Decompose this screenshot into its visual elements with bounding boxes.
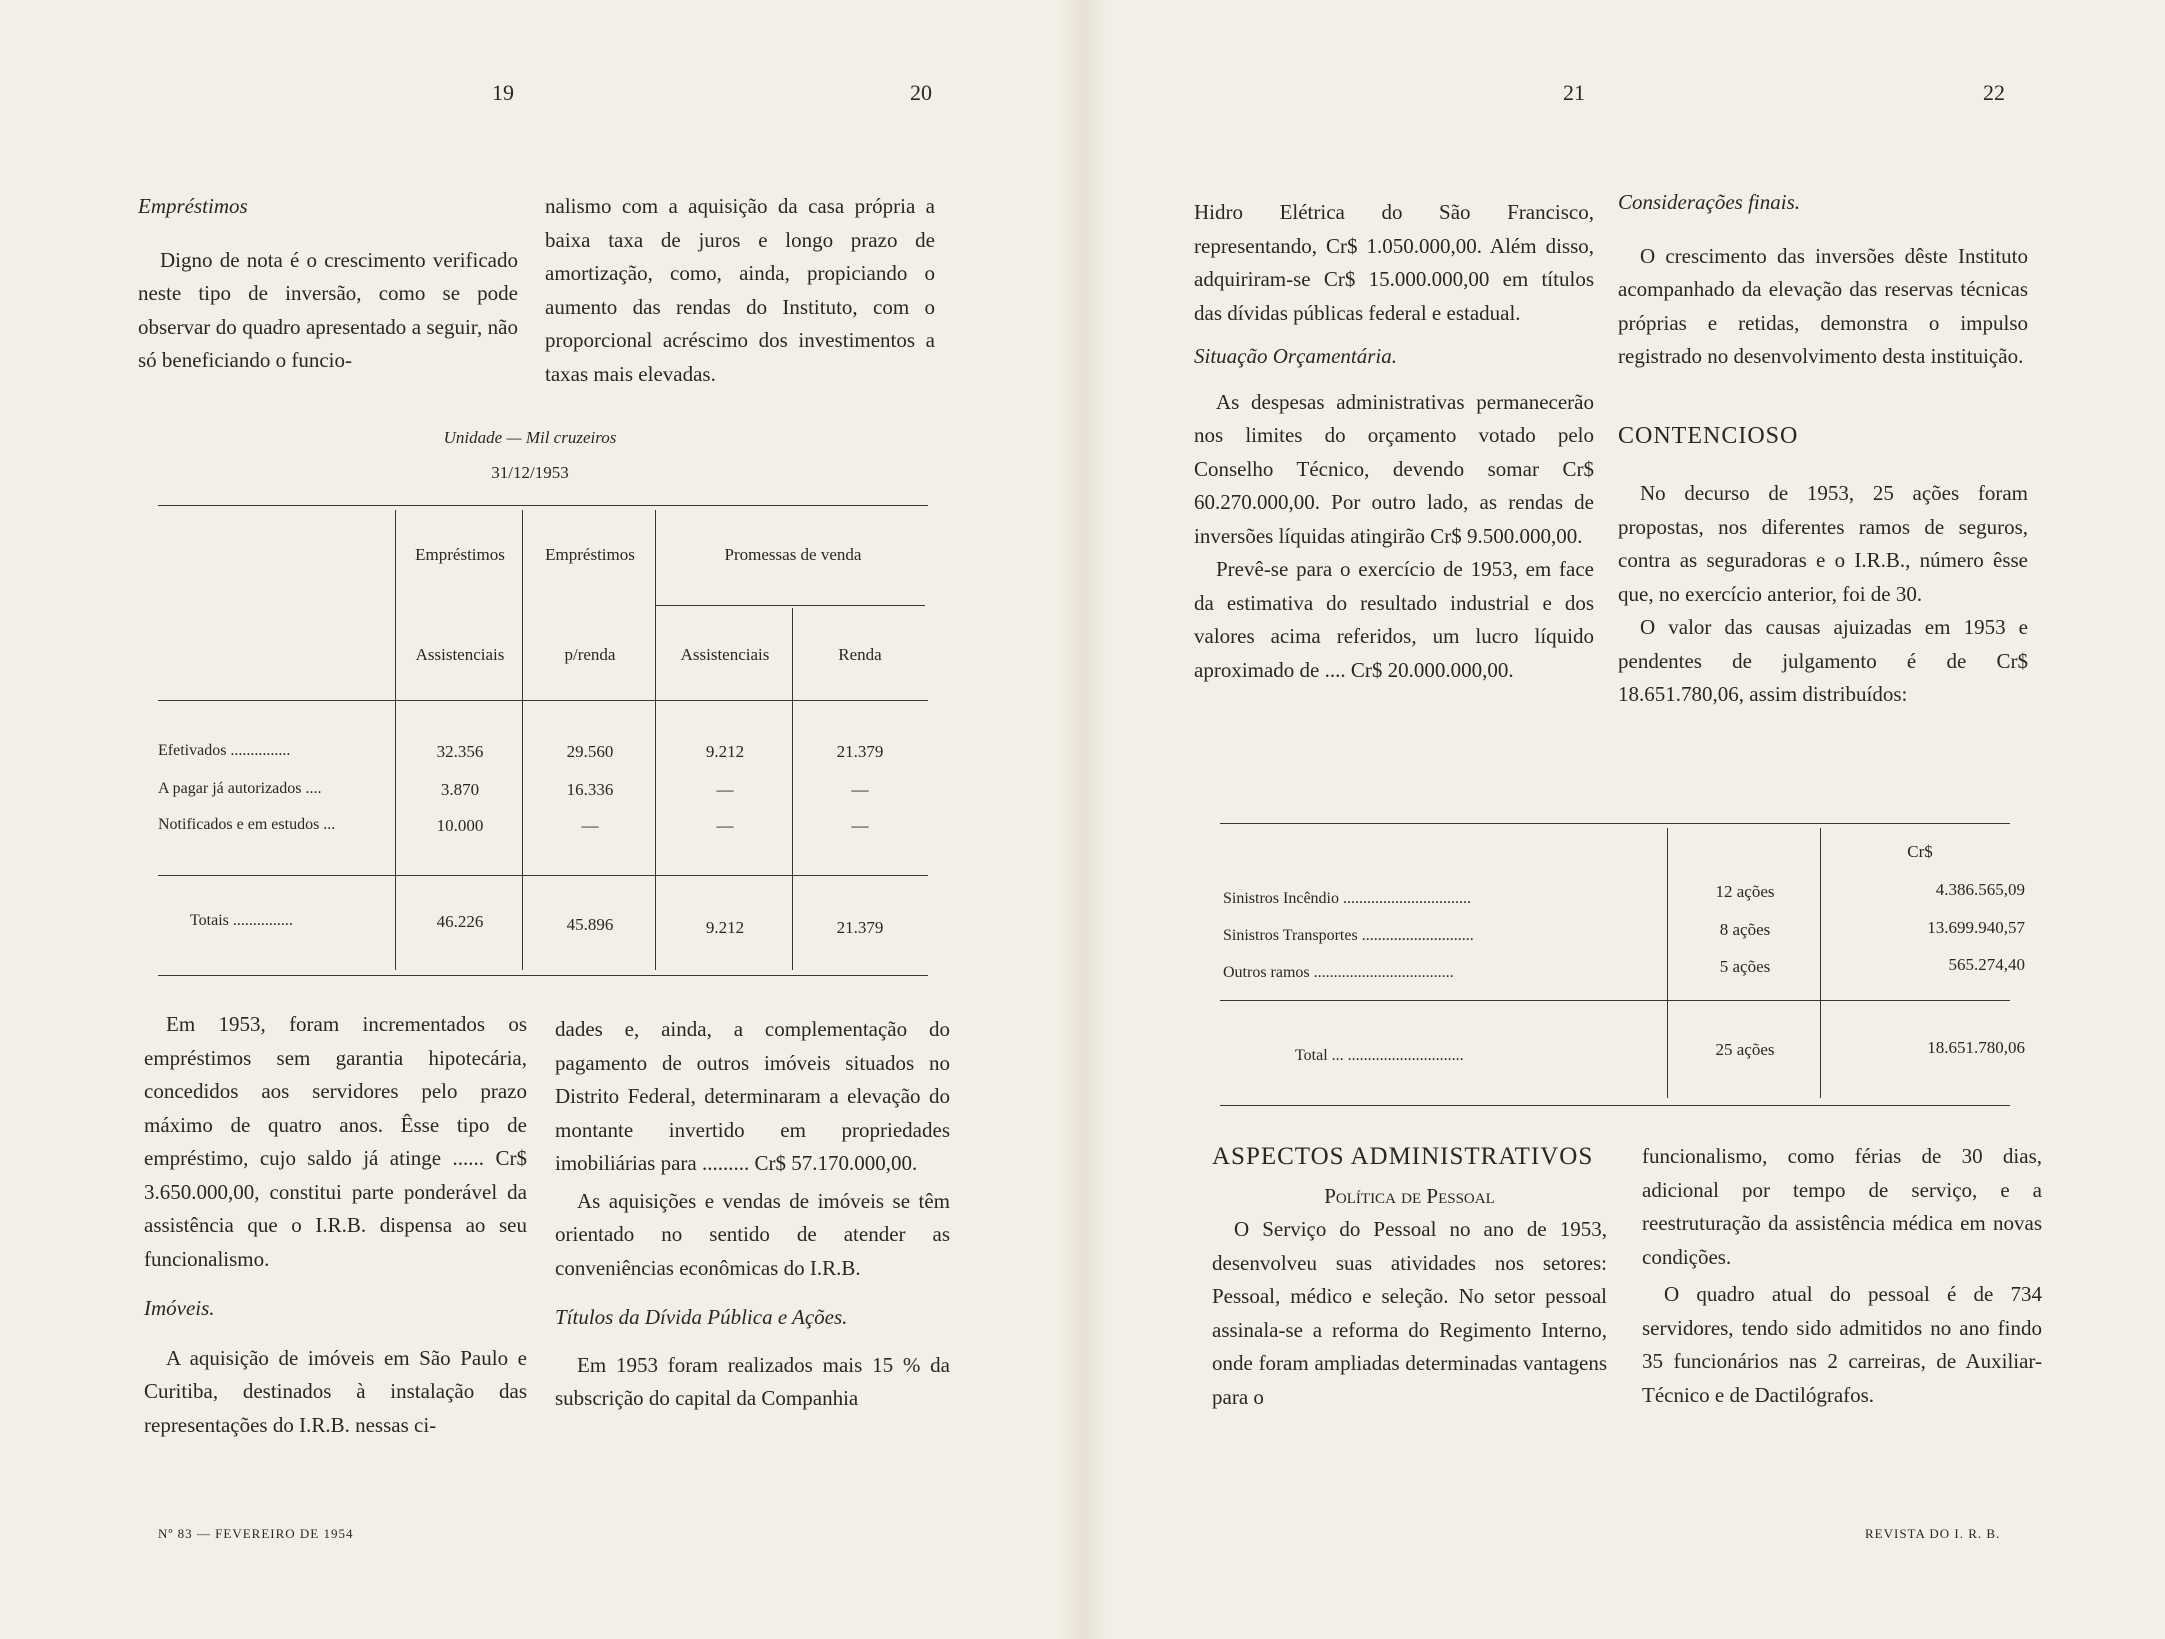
page-number: 22 [1983,80,2005,105]
column-text [1618,186,2028,712]
table-row-label: Outros ramos ................................... [1223,964,1454,981]
page-footer: Nº 83 — FEVEREIRO DE 1954 [158,1526,354,1541]
table-cell: 13.699.940,57 [1927,918,2025,937]
table-cell: — [851,780,869,799]
section-heading: Considerações finais. [1618,190,1800,214]
table-row-label: Efetivados ............... [158,742,291,759]
table-total-label: Total ... ............................. [1295,1047,1464,1064]
page-number: 21 [1563,80,1585,105]
table-cell: 5 ações [1719,957,1771,976]
table-total-cell: 18.651.780,06 [1927,1038,2025,1057]
table-divider [1667,828,1668,1098]
table-cell: 10.000 [436,816,484,835]
section-title: CONTENCIOSO [1618,422,1799,449]
table-cell: — [581,816,599,835]
table-total-cell: 46.226 [436,912,484,931]
page-footer: REVISTA DO I. R. B. [1865,1526,2001,1541]
paragraph: Hidro Elétrica do São Francisco, representando, Cr$ 1.050.000,00. Além disso, adquiriram-se Cr$ 15.000.000,00 em títulos das dívidas públicas federal e estadual. [1194,200,1594,325]
column-header: Assistenciais [680,645,770,664]
table-total-cell: 9.212 [705,918,745,937]
column-text [545,190,935,391]
table-row-label: Sinistros Incêndio ................................ [1223,890,1471,907]
left-page-spread [0,0,1080,1639]
table-cell: — [716,780,734,799]
column-text [1642,1140,2042,1412]
column-header: Cr$ [1907,842,1933,861]
table-total-cell: 25 ações [1715,1040,1775,1059]
column-header: Empréstimos [415,545,505,564]
paragraph: Em 1953 foram realizados mais 15 % da subscrição do capital da Companhia [555,1352,950,1410]
paragraph: funcionalismo, como férias de 30 dias, adicional por tempo de serviço, e a reestruturação da assistência médica em novas condições. [1642,1144,2042,1269]
table-rule [158,505,928,506]
section-heading: Empréstimos [138,194,248,218]
right-page-spread [1080,0,2165,1639]
table-unit-caption: Unidade — Mil cruzeiros [443,428,617,447]
paragraph: Digno de nota é o crescimento verificado neste tipo de inversão, como se pode observar do quadro apresentado a seguir, não só beneficiando o funcio- [138,247,518,372]
page-number: 19 [492,80,514,105]
table-cell: 9.212 [705,742,745,761]
table-rule [158,875,928,876]
column-text [1194,196,1594,687]
subsection-title: Política de Pessoal [1324,1183,1495,1208]
table-total-cell: 21.379 [836,918,884,937]
section-heading: Títulos da Dívida Pública e Ações. [555,1305,848,1329]
paragraph: A aquisição de imóveis em São Paulo e Curitiba, destinados à instalação das representações do I.R.B. nessas ci- [144,1345,527,1437]
column-header: Assistenciais [415,645,505,664]
table-row-label: A pagar já autorizados .... [158,780,322,797]
table-cell: 3.870 [440,780,480,799]
table-rule [158,700,928,701]
table-rule [1220,823,2010,824]
column-text [1212,1140,1607,1414]
paragraph: Prevê-se para o exercício de 1953, em face da estimativa do resultado industrial e dos valores acima referidos, um lucro líquido aproximado de .... Cr$ 20.000.000,00. [1194,557,1594,682]
table-date-caption: 31/12/1953 [491,463,569,482]
column-header: Renda [838,645,882,664]
table-divider [1820,828,1821,1098]
section-title: ASPECTOS ADMINISTRATIVOS [1212,1143,1594,1170]
table-cell: 4.386.565,09 [1935,880,2025,899]
table-cell: — [851,816,869,835]
table-cell: 16.336 [566,780,614,799]
paragraph: O Serviço do Pessoal no ano de 1953, desenvolveu suas atividades nos setores: Pessoal, médico e seleção. No setor pessoal assinala-se a reforma do Regimento Interno, onde foram ampliadas determinadas vantagens para o [1212,1217,1607,1409]
paragraph: O crescimento das inversões dêste Instituto acompanhado da elevação das reservas técnicas próprias e retidas, demonstra o impulso registrado no desenvolvimento desta instituição. [1618,243,2028,368]
table-cell: — [716,816,734,835]
table-total-cell: 45.896 [566,915,614,934]
section-heading: Situação Orçamentária. [1194,344,1397,368]
table-total-label: Totais ............... [190,912,293,929]
column-text [138,190,518,378]
section-heading: Imóveis. [144,1296,215,1320]
paragraph: Em 1953, foram incrementados os empréstimos sem garantia hipotecária, concedidos aos servidores pelo prazo máximo de quatro anos. Êsse tipo de empréstimo, cujo saldo já atinge ...... Cr$ 3.650.000,00, constitui parte ponderável da assistência que o I.R.B. dispensa ao seu funcionalismo. [144,1012,527,1271]
column-header: Promessas de venda [724,545,862,564]
paragraph: No decurso de 1953, 25 ações foram propostas, nos diferentes ramos de seguros, contra as seguradoras e o I.R.B., número êsse que, no exercício anterior, foi de 30. [1618,481,2028,606]
table-row-label: Sinistros Transportes ............................ [1223,927,1474,944]
table-cell: 21.379 [836,742,884,761]
table-cell: 29.560 [566,742,614,761]
table-rule [1220,1000,2010,1001]
table-cell: 32.356 [436,742,484,761]
table-cell: 565.274,40 [1948,955,2025,974]
paragraph: As despesas administrativas permanecerão nos limites do orçamento votado pelo Conselho Técnico, devendo somar Cr$ 60.270.000,00. Por outro lado, as rendas de inversões líquidas atingirão Cr$ 9.500.000,00. [1194,389,1594,548]
table-divider [655,510,656,970]
column-header: p/renda [564,645,616,664]
table-row-label: Notificados e em estudos ... [158,816,336,833]
table-divider [792,608,793,970]
paragraph: O quadro atual do pessoal é de 734 servidores, tendo sido admitidos no ano findo 35 funcionários nas 2 carreiras, de Auxiliar-Técnico e de Dactilógrafos. [1642,1282,2042,1407]
paragraph: nalismo com a aquisição da casa própria a baixa taxa de juros e longo prazo de amortização, como, ainda, propiciando o aumento das rendas do Instituto, com o proporcional acréscimo dos investimentos a taxas mais elevadas. [545,194,935,386]
paragraph: As aquisições e vendas de imóveis se têm orientado no sentido de atender as conveniências econômicas do I.R.B. [555,1188,950,1280]
table-rule [158,975,928,976]
column-header: Empréstimos [545,545,635,564]
table-rule [1220,1105,2010,1106]
column-text [555,1013,950,1416]
column-text [144,1008,527,1442]
paragraph: dades e, ainda, a complementação do pagamento de outros imóveis situados no Distrito Federal, determinaram a elevação do montante invertido em propriedades imobiliárias para ......... Cr$ 57.170.000,00. [555,1017,950,1175]
table-divider [522,510,523,970]
table-cell: 12 ações [1715,882,1775,901]
page-number: 20 [910,80,932,105]
paragraph: O valor das causas ajuizadas em 1953 e pendentes de julgamento é de Cr$ 18.651.780,06, assim distribuídos: [1618,615,2028,706]
table-cell: 8 ações [1719,920,1771,939]
table-rule [655,605,925,606]
table-divider [395,510,396,970]
